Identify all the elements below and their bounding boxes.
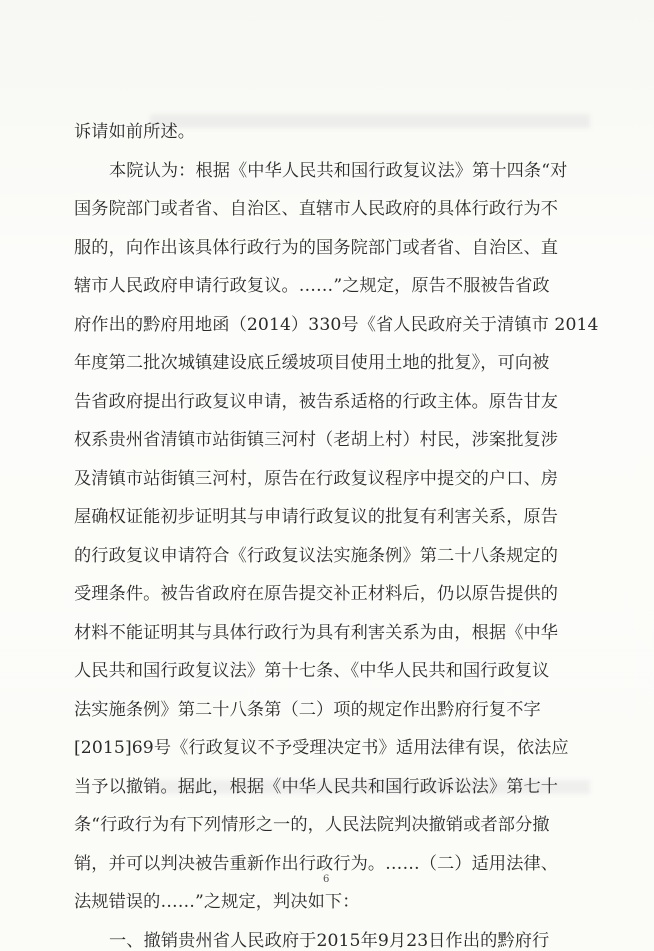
text-line: 国务院部门或者省、自治区、直辖市人民政府的具体行政行为不 — [74, 199, 559, 219]
text-line: 及清镇市站街镇三河村，原告在行政复议程序中提交的户口、房 — [74, 469, 559, 489]
text-line: 一、撤销贵州省人民政府于2015年9月23日作出的黔府行 — [109, 931, 550, 951]
text-line: 告省政府提出行政复议申请，被告系适格的行政主体。原告甘友 — [74, 392, 559, 412]
text-line: 受理条件。被告省政府在原告提交补正材料后，仍以原告提供的 — [74, 584, 559, 604]
text-line: 权系贵州省清镇市站街镇三河村（老胡上村）村民，涉案批复涉 — [74, 430, 559, 450]
text-line: 府作出的黔府用地函（2014）330号《省人民政府关于清镇市 2014 — [74, 315, 599, 335]
text-line: 屋确权证能初步证明其与申请行政复议的批复有利害关系，原告 — [74, 507, 559, 527]
text-line: 人民共和国行政复议法》第十七条、《中华人民共和国行政复议 — [74, 661, 550, 681]
text-line: 辖市人民政府申请行政复议。……”之规定，原告不服被告省政 — [74, 276, 550, 296]
text-line: 服的，向作出该具体行政行为的国务院部门或者省、自治区、直 — [74, 238, 559, 258]
text-line: 条“行政行为有下列情形之一的，人民法院判决撤销或者部分撤 — [74, 815, 550, 835]
text-line: 年度第二批次城镇建设底丘缓坡项目使用土地的批复》，可向被 — [74, 353, 550, 373]
text-line: 的行政复议申请符合《行政复议法实施条例》第二十八条规定的 — [74, 546, 559, 566]
text-line: 当予以撤销。据此，根据《中华人民共和国行政诉讼法》第七十 — [74, 777, 559, 797]
text-line: 本院认为：根据《中华人民共和国行政复议法》第十四条“对 — [109, 161, 568, 181]
text-line: 材料不能证明其与具体行政行为具有利害关系为由，根据《中华 — [74, 623, 559, 643]
text-line: 法规错误的……”之规定，判决如下： — [74, 892, 360, 912]
text-line: 诉请如前所述。 — [74, 122, 196, 142]
text-line: 销，并可以判决被告重新作出行政行为。……（二）适用法律、 — [74, 854, 559, 874]
page-number: 6 — [323, 874, 330, 885]
text-line: [2015]69号《行政复议不予受理决定书》适用法律有误，依法应 — [74, 738, 569, 758]
bleed-through-shadow — [150, 114, 590, 128]
text-line: 法实施条例》第二十八条第（二）项的规定作出黔府行复不字 — [74, 700, 541, 720]
